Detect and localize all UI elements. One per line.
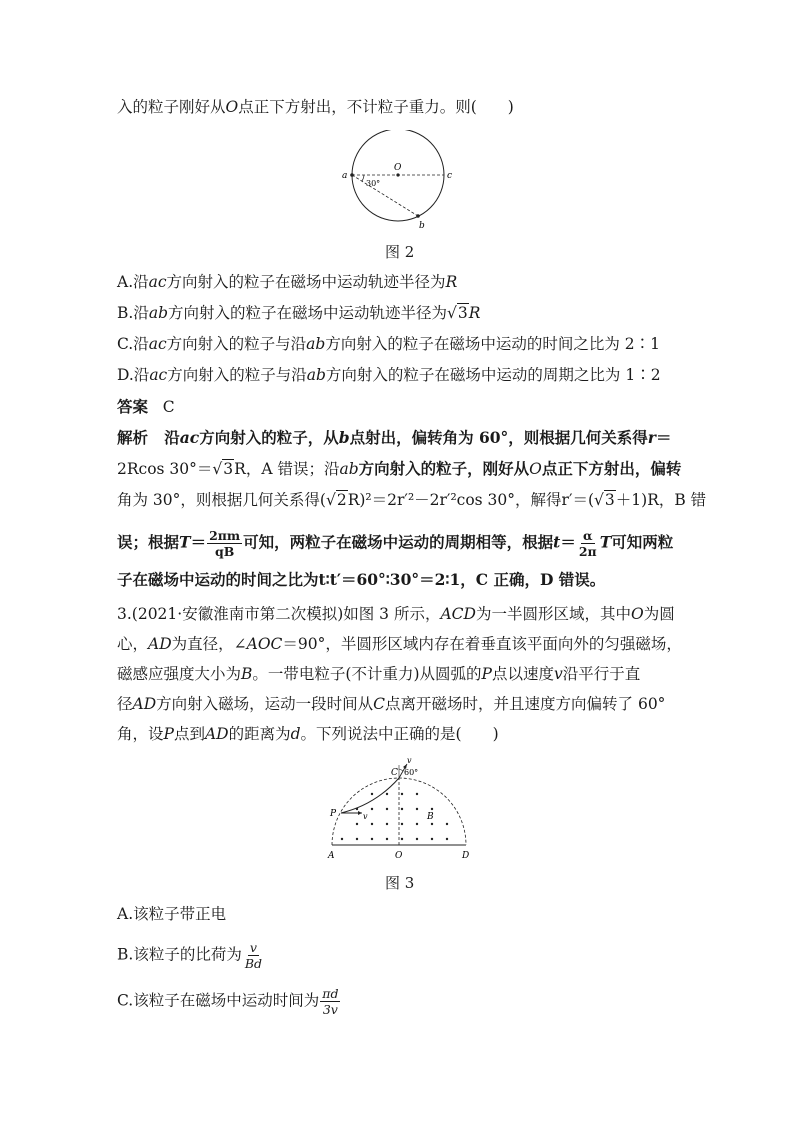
field-dot	[446, 823, 448, 825]
fig3-label-v: v	[363, 812, 368, 821]
field-dot	[371, 838, 373, 840]
q2-option-d: D.沿ac方向射入的粒子与沿ab方向射入的粒子在磁场中运动的周期之比为 1∶2	[117, 366, 661, 384]
q3-line-2: 心，AD为直径，∠AOC＝90°，半圆形区域内存在着垂直该平面向外的匀强磁场，	[117, 635, 682, 653]
field-dot	[371, 793, 373, 795]
figure-3	[320, 755, 480, 865]
field-dot	[386, 838, 388, 840]
fig2-point-a	[350, 173, 354, 177]
field-dot	[386, 793, 388, 795]
answer-label: 答案	[117, 397, 149, 416]
fig2-point-b	[416, 214, 420, 218]
field-dot	[431, 808, 433, 810]
field-dot	[401, 808, 403, 810]
analysis-line-2: 2Rcos 30°＝√3R，A 错误；沿ab方向射入的粒子，刚好从O点正下方射出，偏转	[117, 459, 682, 478]
fig2-label-c: c	[447, 171, 453, 181]
q2-option-c: C.沿ac方向射入的粒子与沿ab方向射入的粒子在磁场中运动的时间之比为 2∶1	[117, 335, 660, 353]
field-dot	[401, 793, 403, 795]
q3-option-c: C.该粒子在磁场中运动时间为 $\frac{\pi d}{3v}$	[117, 986, 339, 1017]
field-dot	[416, 793, 418, 795]
figure-2	[330, 130, 470, 235]
field-dot	[371, 823, 373, 825]
field-dot	[431, 838, 433, 840]
field-dot	[446, 838, 448, 840]
q3-option-b: B.该粒子的比荷为 $\frac{v}{Bd}$	[117, 940, 263, 971]
field-dot	[356, 838, 358, 840]
fig3-label-A: A	[328, 851, 335, 861]
fig3-label-B: B	[427, 812, 434, 822]
fraction-period: $\frac{2\pi m}{qB}$	[209, 528, 241, 559]
analysis-line-4: 误；根据T＝ $\frac{2\pi m}{qB}$ 可知，两粒子在磁场中运动的周期相等，根据t＝ $\frac{\alpha}{2\pi}$ T可知两粒	[117, 528, 674, 559]
q2-option-a: A.沿ac方向射入的粒子在磁场中运动轨迹半径为R	[117, 273, 458, 291]
q3-line-5: 角，设P点到AD的距离为d。下列说法中正确的是( )	[117, 725, 499, 743]
q3-line-1: 3.(2021·安徽淮南市第二次模拟)如图 3 所示，ACD为一半圆形区域，其中O为圆	[117, 605, 675, 623]
field-dot	[386, 808, 388, 810]
fig3-label-P: P	[330, 809, 337, 819]
fig3-caption: 图 3	[385, 874, 415, 892]
field-dot	[356, 823, 358, 825]
field-dot	[371, 808, 373, 810]
field-dot	[416, 808, 418, 810]
q3-option-a: A.该粒子带正电	[117, 905, 227, 923]
field-dot	[341, 838, 343, 840]
fig2-point-O	[396, 173, 399, 176]
fig2-chord-ab	[352, 175, 418, 216]
fig2-label-O: O	[394, 163, 402, 173]
q2-option-b: B.沿ab方向射入的粒子在磁场中运动轨迹半径为√3R	[117, 304, 481, 322]
field-dot	[401, 838, 403, 840]
fig3-label-angle: 60°	[404, 768, 419, 777]
fig3-trajectory	[341, 778, 399, 813]
analysis-line-3: 角为 30°，则根据几何关系得(√2R)²＝2r′²－2r′²cos 30°，解得r′＝(√3＋1)R，B 错	[117, 491, 707, 509]
fig3-label-O: O	[395, 851, 403, 861]
fig3-label-v-top: v	[407, 756, 412, 765]
analysis-line-1: 解析 沿ac方向射入的粒子，从b点射出，偏转角为 60°，则根据几何关系得r＝	[117, 428, 672, 447]
fraction-time: $\frac{\alpha}{2\pi}$	[578, 528, 597, 559]
field-dot	[431, 823, 433, 825]
intro-line: 入的粒子刚好从O点正下方射出，不计粒子重力。则( )	[117, 98, 514, 116]
q3-line-3: 磁感应强度大小为B。一带电粒子(不计重力)从圆弧的P点以速度v沿平行于直	[117, 665, 641, 683]
analysis-label: 解析	[117, 428, 149, 447]
answer-line	[117, 397, 175, 417]
fig3-label-D: D	[462, 851, 470, 861]
field-dot	[386, 823, 388, 825]
fig3-label-C: C	[391, 768, 398, 778]
fig2-angle-arc	[362, 175, 364, 181]
analysis-line-5: 子在磁场中运动的时间之比为t∶t′＝60°∶30°＝2∶1，C 正确，D 错误。	[117, 570, 606, 589]
fig2-label-angle: 30°	[366, 179, 381, 188]
q3-line-4: 径AD方向射入磁场，运动一段时间从C点离开磁场时，并且速度方向偏转了 60°	[117, 695, 666, 713]
field-dot	[416, 838, 418, 840]
fig2-label-b: b	[419, 221, 425, 231]
answer-value: C	[162, 398, 175, 416]
fig2-caption: 图 2	[385, 243, 415, 261]
fig2-label-a: a	[342, 171, 348, 181]
field-dot	[401, 823, 403, 825]
field-dot	[416, 823, 418, 825]
